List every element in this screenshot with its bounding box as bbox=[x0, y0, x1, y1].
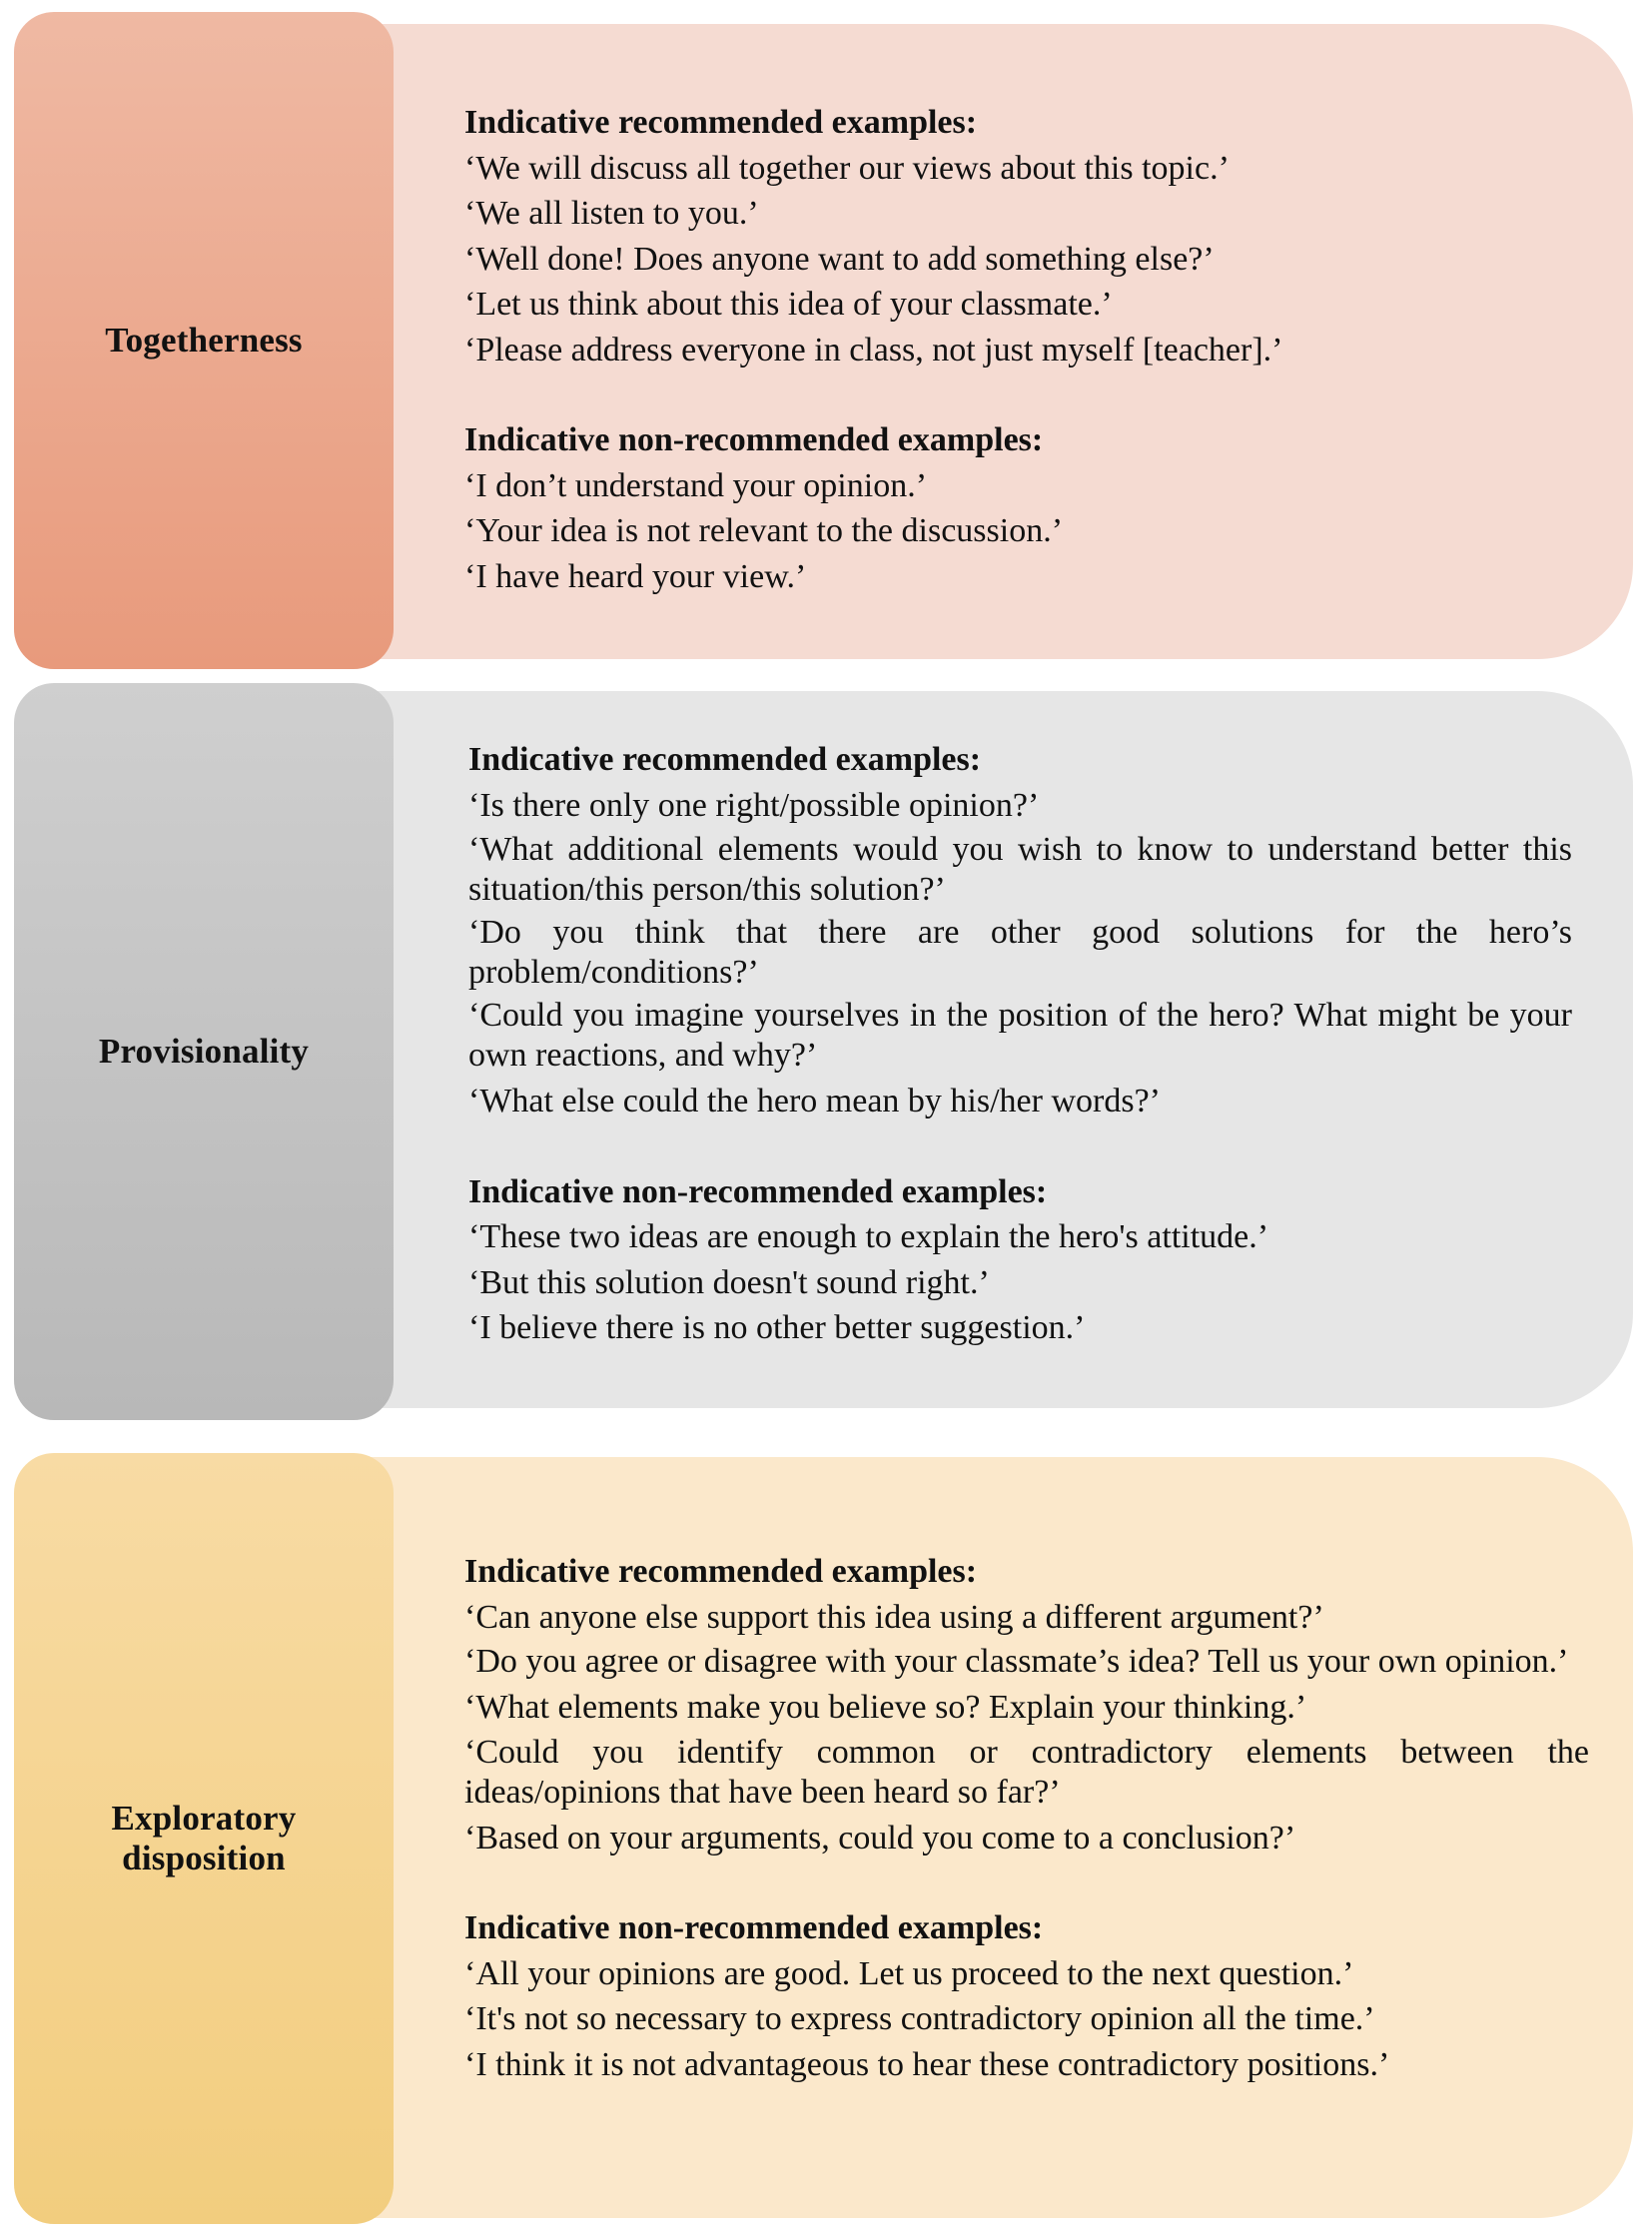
non-recommended-example: ‘I believe there is no other better suggestion.’ bbox=[468, 1309, 1086, 1346]
recommended-heading: Indicative recommended examples: bbox=[464, 104, 978, 141]
recommended-example: ‘Could you imagine yourselves in the position of the hero? What might be your own reactions, and why?’ bbox=[468, 997, 1572, 1074]
recommended-example: ‘We all listen to you.’ bbox=[464, 195, 759, 232]
recommended-heading: Indicative recommended examples: bbox=[468, 741, 982, 778]
recommended-example: ‘Could you identify common or contradictory elements between the ideas/opinions that have been heard so far?’ bbox=[464, 1733, 1589, 1811]
recommended-example: ‘What else could the hero mean by his/her words?’ bbox=[468, 1083, 1161, 1119]
recommended-example: ‘Do you think that there are other good solutions for the hero’s problem/conditions?’ bbox=[468, 914, 1572, 991]
recommended-example: ‘What additional elements would you wish to know to understand better this situation/this person/this solution?’ bbox=[468, 831, 1572, 908]
non-recommended-example: ‘But this solution doesn't sound right.’ bbox=[468, 1263, 990, 1301]
recommended-example: ‘What elements make you believe so? Explain your thinking.’ bbox=[464, 1689, 1307, 1726]
recommended-example: ‘Let us think about this idea of your classmate.’ bbox=[464, 286, 1113, 323]
non-recommended-example: ‘These two ideas are enough to explain the hero's attitude.’ bbox=[468, 1218, 1269, 1255]
recommended-example: ‘Can anyone else support this idea using a different argument?’ bbox=[464, 1598, 1324, 1636]
provisionality-examples bbox=[468, 737, 1572, 1351]
provisionality-label: Provisionality bbox=[98, 1032, 310, 1071]
non-recommended-example: ‘I have heard your view.’ bbox=[464, 557, 807, 595]
provisionality-section bbox=[0, 679, 1652, 1438]
recommended-example: ‘Is there only one right/possible opinion?’ bbox=[468, 786, 1040, 824]
non-recommended-heading: Indicative non-recommended examples: bbox=[468, 1172, 1048, 1210]
exploratory-examples bbox=[464, 1549, 1589, 2087]
non-recommended-heading: Indicative non-recommended examples: bbox=[464, 421, 1044, 458]
recommended-heading: Indicative recommended examples: bbox=[464, 1553, 978, 1590]
exploratory-disposition-label: Exploratory disposition bbox=[111, 1799, 297, 1877]
recommended-example: ‘Based on your arguments, could you come to a conclusion?’ bbox=[464, 1819, 1296, 1857]
non-recommended-heading: Indicative non-recommended examples: bbox=[464, 1909, 1044, 1946]
exploratory-label-panel bbox=[14, 1453, 394, 2224]
recommended-example: ‘Do you agree or disagree with your classmate’s idea? Tell us your own opinion.’ bbox=[464, 1643, 1569, 1680]
togetherness-section bbox=[0, 0, 1652, 679]
non-recommended-example: ‘Your idea is not relevant to the discussion.’ bbox=[464, 512, 1064, 549]
provisionality-label-panel bbox=[14, 683, 394, 1420]
non-recommended-example: ‘I don’t understand your opinion.’ bbox=[464, 466, 928, 504]
non-recommended-example: ‘It's not so necessary to express contradictory opinion all the time.’ bbox=[464, 2000, 1375, 2037]
exploratory-disposition-section bbox=[0, 1443, 1652, 2234]
togetherness-label: Togetherness bbox=[105, 321, 303, 360]
recommended-example: ‘Well done! Does anyone want to add something else?’ bbox=[464, 240, 1215, 278]
non-recommended-example: ‘All your opinions are good. Let us proceed to the next question.’ bbox=[464, 1954, 1354, 1992]
togetherness-examples bbox=[464, 100, 1603, 599]
non-recommended-example: ‘I think it is not advantageous to hear these contradictory positions.’ bbox=[464, 2045, 1390, 2083]
togetherness-label-panel bbox=[14, 12, 394, 669]
recommended-example: ‘We will discuss all together our views about this topic.’ bbox=[464, 149, 1230, 187]
recommended-example: ‘Please address everyone in class, not just myself [teacher].’ bbox=[464, 331, 1283, 369]
